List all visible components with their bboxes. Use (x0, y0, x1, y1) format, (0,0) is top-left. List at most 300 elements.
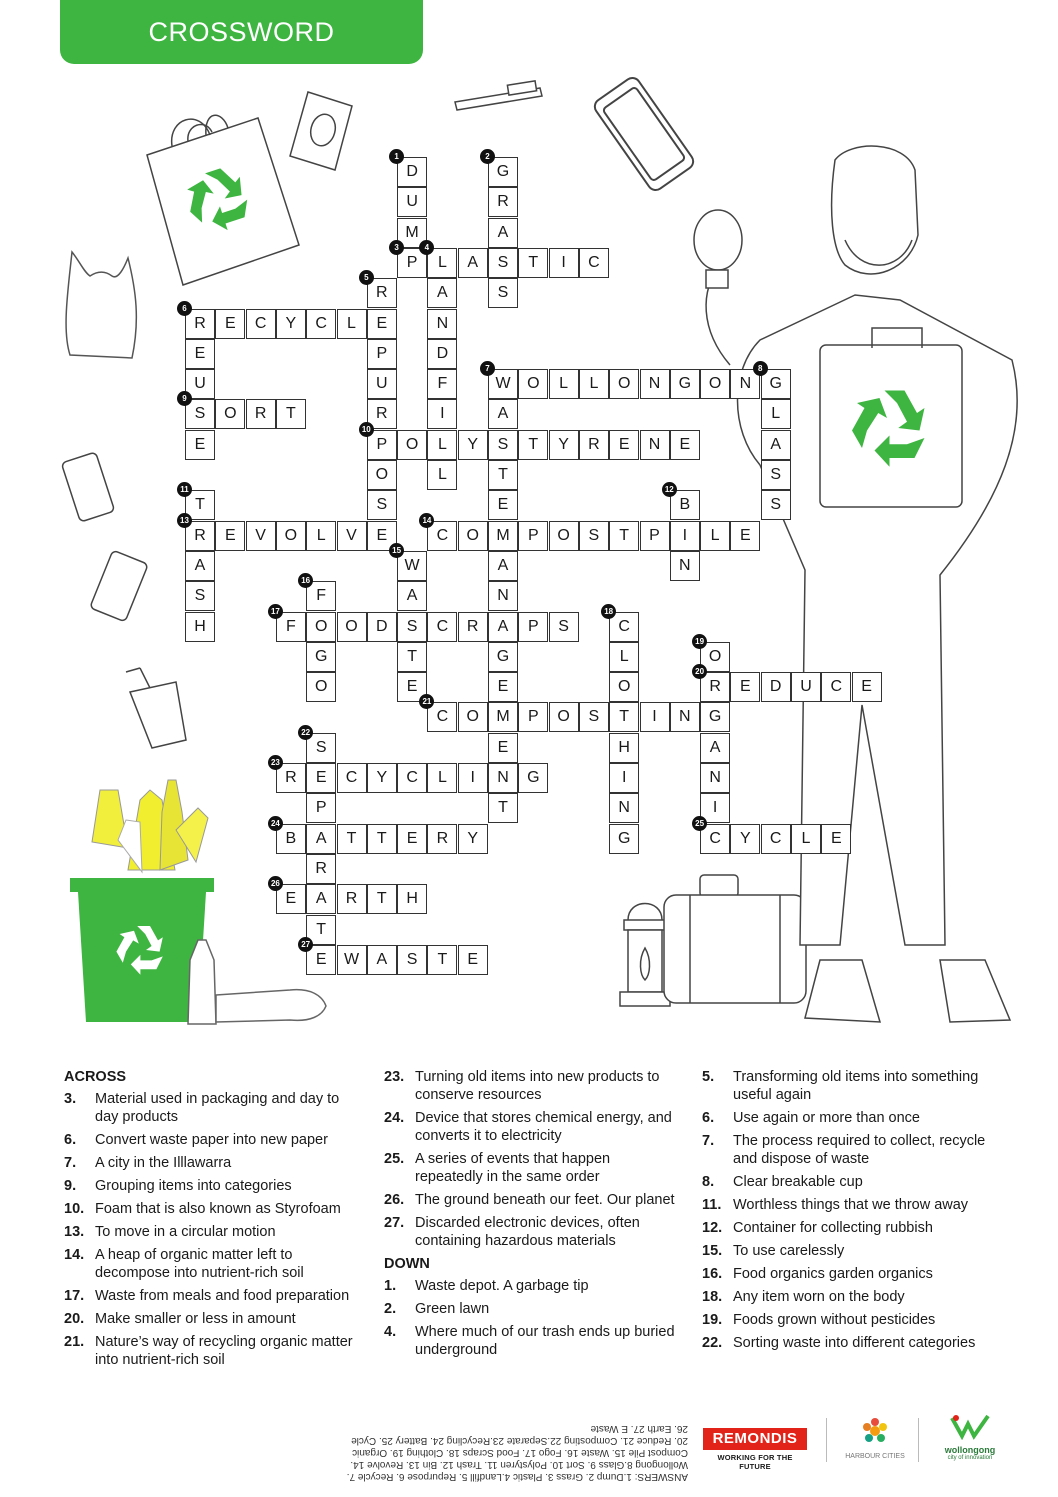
grid-cell: C (579, 248, 609, 278)
clue-number: 7. (702, 1133, 715, 1149)
clue-text: Where much of our trash ends up buried underground (415, 1324, 675, 1358)
clue-number-badge: 26 (268, 876, 283, 891)
clue-number-badge: 24 (268, 816, 283, 831)
clue-item (702, 1109, 1002, 1127)
clue-number-badge: 10 (359, 422, 374, 437)
grid-cell: N (670, 551, 700, 581)
clue-number-badge: 11 (177, 482, 192, 497)
grid-cell: I (670, 521, 700, 551)
grid-cell: R (367, 399, 397, 429)
grid-cell: L (609, 642, 639, 672)
grid-cell: D (761, 672, 791, 702)
remondis-logo: REMONDIS WORKING FOR THE FUTURE (703, 1428, 807, 1471)
clue-item (702, 1311, 1002, 1329)
grid-cell: E (306, 945, 336, 975)
grid-cell: E (488, 672, 518, 702)
grid-cell: L (427, 460, 457, 490)
grid-cell: S (579, 521, 609, 551)
grid-cell: T (488, 460, 518, 490)
grid-cell: E (276, 884, 306, 914)
grid-cell: T (518, 430, 548, 460)
clue-text: A series of events that happen repeatedly in the same order (415, 1151, 611, 1185)
grid-cell: V (337, 521, 367, 551)
grid-cell: E (185, 430, 215, 460)
grid-cell: W (337, 945, 367, 975)
clue-text: Foam that is also known as Styrofoam (95, 1201, 341, 1217)
grid-cell: W (488, 369, 518, 399)
logo-divider (918, 1418, 919, 1462)
grid-cell: I (427, 399, 457, 429)
flower-icon (857, 1416, 893, 1446)
clue-number: 6. (64, 1132, 77, 1148)
grid-cell: C (427, 521, 457, 551)
harbour-cities-logo: HARBOUR CITIES (840, 1416, 910, 1460)
grid-cell: S (397, 945, 427, 975)
grid-cell: O (306, 612, 336, 642)
clue-number: 9. (64, 1178, 77, 1194)
grid-cell: S (579, 702, 609, 732)
clue-item (702, 1265, 1002, 1283)
clue-item (702, 1219, 1002, 1237)
grid-cell: R (488, 187, 518, 217)
grid-cell: O (367, 460, 397, 490)
grid-cell: W (397, 551, 427, 581)
grid-cell: L (306, 521, 336, 551)
clues-column-1 (64, 1068, 356, 1374)
clue-item (64, 1200, 356, 1218)
grid-cell: Y (549, 430, 579, 460)
clue-number: 22. (702, 1335, 723, 1351)
clues-column-3 (702, 1068, 1002, 1357)
clue-number-badge: 14 (419, 513, 434, 528)
grid-cell: E (852, 672, 882, 702)
grid-cell: N (488, 581, 518, 611)
grid-cell: N (609, 793, 639, 823)
grid-cell: G (609, 824, 639, 854)
grid-cell: O (306, 672, 336, 702)
grid-cell: F (427, 369, 457, 399)
clue-text: Use again or more than once (733, 1110, 920, 1126)
grid-cell: E (821, 824, 851, 854)
grid-cell: D (427, 339, 457, 369)
grid-cell: E (670, 430, 700, 460)
clue-number-badge: 12 (662, 482, 677, 497)
clue-number: 19. (702, 1312, 723, 1328)
wollongong-mark-icon (948, 1414, 992, 1440)
clue-item (64, 1177, 356, 1195)
clue-number: 18. (702, 1289, 723, 1305)
grid-cell: E (367, 521, 397, 551)
clue-number-badge: 1 (389, 149, 404, 164)
grid-cell: T (397, 642, 427, 672)
grid-cell: T (518, 248, 548, 278)
grid-cell: E (397, 824, 427, 854)
grid-cell: L (579, 369, 609, 399)
clue-item (384, 1300, 680, 1318)
grid-cell: L (700, 521, 730, 551)
grid-cell: R (427, 824, 457, 854)
grid-cell: G (488, 642, 518, 672)
grid-cell: C (397, 763, 427, 793)
clue-item (702, 1242, 1002, 1260)
grid-cell: N (427, 309, 457, 339)
grid-cell: E (730, 672, 760, 702)
grid-cell: R (458, 612, 488, 642)
clue-number-badge: 6 (177, 301, 192, 316)
grid-cell: E (185, 339, 215, 369)
clue-number-badge: 27 (298, 937, 313, 952)
clue-number: 1. (384, 1278, 397, 1294)
clue-number: 23. (384, 1069, 405, 1085)
grid-cell: A (488, 551, 518, 581)
grid-cell: I (640, 702, 670, 732)
grid-cell: C (337, 763, 367, 793)
clue-number-badge: 17 (268, 604, 283, 619)
grid-cell: E (730, 521, 760, 551)
grid-cell: S (185, 581, 215, 611)
grid-cell: T (337, 824, 367, 854)
clue-text: Foods grown without pesticides (733, 1312, 936, 1328)
grid-cell: O (276, 521, 306, 551)
clue-text: Any item worn on the body (733, 1289, 905, 1305)
clue-number: 17. (64, 1288, 85, 1304)
grid-cell: M (488, 521, 518, 551)
clue-item (384, 1068, 680, 1104)
clue-item (64, 1154, 356, 1172)
grid-cell: H (609, 733, 639, 763)
grid-cell: R (276, 763, 306, 793)
grid-cell: L (427, 763, 457, 793)
clue-text: The process required to collect, recycle and dispose of waste (733, 1133, 986, 1167)
grid-cell: C (306, 309, 336, 339)
grid-cell: S (397, 612, 427, 642)
clue-item (64, 1131, 356, 1149)
clue-item (702, 1068, 1002, 1104)
grid-cell: E (397, 672, 427, 702)
grid-cell: S (306, 733, 336, 763)
clue-number: 26. (384, 1192, 405, 1208)
grid-cell: Y (730, 824, 760, 854)
grid-cell: A (488, 218, 518, 248)
clue-item (384, 1109, 680, 1145)
grid-cell: I (458, 763, 488, 793)
clues-column-2 (384, 1068, 680, 1364)
clue-text: The ground beneath our feet. Our planet (415, 1192, 675, 1208)
clue-text: Green lawn (415, 1301, 490, 1317)
grid-cell: E (488, 733, 518, 763)
grid-cell: O (700, 369, 730, 399)
grid-cell: T (427, 945, 457, 975)
grid-cell: C (761, 824, 791, 854)
clue-text: To use carelessly (733, 1243, 845, 1259)
grid-cell: O (609, 369, 639, 399)
wollongong-logo: wollongong city of innovation (930, 1414, 1010, 1461)
grid-cell: G (306, 642, 336, 672)
grid-cell: U (367, 369, 397, 399)
clue-number: 2. (384, 1301, 397, 1317)
grid-cell: N (730, 369, 760, 399)
grid-cell: O (549, 702, 579, 732)
clue-text: Transforming old items into something useful again (733, 1069, 979, 1103)
clue-item (64, 1090, 356, 1126)
answers-footnote: ANSWERS: 1.Dump 2. Grass 3. Plastic 4.Landfill 5. Repurpose 6. Recycle 7. Wollongong 8.Glass 9. Sort 10. Polystyren 11. Trash 12. Bin 13. Revolve 14. Compost Pile 15. Waste 16. Fogo 17. Food Scraps 18. Clothing 19. Organic 20. Reduce 21. Composting 22.Separate 23.Recycling 24. Battery 25. Cycle 26. Earth 27. E Waste (346, 1423, 688, 1482)
grid-cell: H (185, 612, 215, 642)
logo-divider (826, 1418, 827, 1462)
grid-cell: C (700, 824, 730, 854)
grid-cell: P (367, 430, 397, 460)
grid-cell: T (276, 399, 306, 429)
grid-cell: U (185, 369, 215, 399)
clue-text: Container for collecting rubbish (733, 1220, 933, 1236)
grid-cell: E (306, 763, 336, 793)
grid-cell: U (397, 187, 427, 217)
grid-cell: P (640, 521, 670, 551)
grid-cell: S (549, 612, 579, 642)
clue-item (384, 1191, 680, 1209)
grid-cell: L (337, 309, 367, 339)
clue-number: 16. (702, 1266, 723, 1282)
clue-number: 15. (702, 1243, 723, 1259)
clue-number-badge: 4 (419, 240, 434, 255)
clue-text: Worthless things that we throw away (733, 1197, 969, 1213)
grid-cell: P (518, 521, 548, 551)
clue-text: Material used in packaging and day to day products (95, 1091, 340, 1125)
grid-cell: R (306, 854, 336, 884)
grid-cell: G (761, 369, 791, 399)
clue-number: 14. (64, 1247, 85, 1263)
grid-cell: P (518, 612, 548, 642)
clue-number: 5. (702, 1069, 715, 1085)
clue-text: A heap of organic matter left to decompose into nutrient-rich soil (95, 1247, 304, 1281)
clue-item (702, 1334, 1002, 1352)
grid-cell: I (549, 248, 579, 278)
clue-text: Device that stores chemical energy, and converts it to electricity (415, 1110, 672, 1144)
clue-item (384, 1214, 680, 1250)
clue-text: Convert waste paper into new paper (95, 1132, 328, 1148)
grid-cell: R (246, 399, 276, 429)
clue-number: 21. (64, 1334, 85, 1350)
clue-number: 25. (384, 1151, 405, 1167)
grid-cell: P (306, 793, 336, 823)
grid-cell: P (518, 702, 548, 732)
grid-cell: O (397, 430, 427, 460)
clue-number: 24. (384, 1110, 405, 1126)
clue-item (64, 1333, 356, 1369)
grid-cell: A (488, 612, 518, 642)
grid-cell: O (518, 369, 548, 399)
grid-cell: Y (367, 763, 397, 793)
grid-cell: T (306, 915, 336, 945)
grid-cell: P (367, 339, 397, 369)
clue-text: Waste from meals and food preparation (95, 1288, 350, 1304)
grid-cell: L (791, 824, 821, 854)
clue-text: Waste depot. A garbage tip (415, 1278, 589, 1294)
clue-number-badge: 21 (419, 694, 434, 709)
clue-text: Make smaller or less in amount (95, 1311, 296, 1327)
grid-cell: P (397, 248, 427, 278)
grid-cell: G (518, 763, 548, 793)
grid-cell: O (700, 642, 730, 672)
grid-cell: R (579, 430, 609, 460)
grid-cell: R (367, 278, 397, 308)
grid-cell: E (488, 490, 518, 520)
grid-cell: C (427, 612, 457, 642)
grid-cell: A (397, 581, 427, 611)
grid-cell: I (700, 793, 730, 823)
clue-item (702, 1132, 1002, 1168)
clue-number: 11. (702, 1197, 722, 1213)
grid-cell: A (306, 824, 336, 854)
grid-cell: S (488, 278, 518, 308)
grid-cell: O (549, 521, 579, 551)
grid-cell: E (609, 430, 639, 460)
grid-cell: D (397, 157, 427, 187)
clue-number-badge: 2 (480, 149, 495, 164)
grid-cell: R (700, 672, 730, 702)
clue-number: 20. (64, 1311, 85, 1327)
grid-cell: T (609, 521, 639, 551)
clue-text: Nature’s way of recycling organic matter into nutrient-rich soil (95, 1334, 353, 1368)
grid-cell: D (367, 612, 397, 642)
grid-cell: C (821, 672, 851, 702)
grid-cell: S (761, 490, 791, 520)
clue-item (64, 1223, 356, 1241)
grid-cell: R (185, 521, 215, 551)
grid-cell: A (185, 551, 215, 581)
clue-text: A city in the Illlawarra (95, 1155, 232, 1171)
grid-cell: A (427, 278, 457, 308)
clue-number-badge: 16 (298, 573, 313, 588)
clue-item (384, 1277, 680, 1295)
clue-number-badge: 23 (268, 755, 283, 770)
grid-cell: N (670, 702, 700, 732)
grid-cell: C (427, 702, 457, 732)
grid-cell: L (427, 430, 457, 460)
grid-cell: O (215, 399, 245, 429)
grid-cell: G (670, 369, 700, 399)
grid-cell: Y (276, 309, 306, 339)
clue-item (702, 1196, 1002, 1214)
grid-cell: U (791, 672, 821, 702)
grid-cell: O (458, 702, 488, 732)
clue-number: 12. (702, 1220, 723, 1236)
grid-cell: L (549, 369, 579, 399)
grid-cell: B (276, 824, 306, 854)
grid-cell: V (246, 521, 276, 551)
grid-cell: C (609, 612, 639, 642)
clue-item (384, 1323, 680, 1359)
grid-cell: S (185, 399, 215, 429)
grid-cell: M (488, 702, 518, 732)
clue-item (702, 1173, 1002, 1191)
grid-cell: T (185, 490, 215, 520)
clue-number-badge: 13 (177, 513, 192, 528)
clue-number-badge: 19 (692, 634, 707, 649)
grid-cell: G (488, 157, 518, 187)
grid-cell: S (367, 490, 397, 520)
grid-cell: B (670, 490, 700, 520)
grid-cell: S (761, 460, 791, 490)
grid-cell: A (761, 430, 791, 460)
clue-number-badge: 20 (692, 664, 707, 679)
grid-cell: T (367, 884, 397, 914)
clue-number-badge: 7 (480, 361, 495, 376)
grid-cell: F (306, 581, 336, 611)
grid-cell: N (640, 369, 670, 399)
clue-item (64, 1310, 356, 1328)
grid-cell: N (700, 763, 730, 793)
clue-number-badge: 15 (389, 543, 404, 558)
grid-cell: S (488, 248, 518, 278)
grid-cell: F (276, 612, 306, 642)
clue-text: Sorting waste into different categories (733, 1335, 976, 1351)
grid-cell: T (367, 824, 397, 854)
grid-cell: A (306, 884, 336, 914)
grid-cell: R (337, 884, 367, 914)
grid-cell: N (488, 763, 518, 793)
grid-cell: G (700, 702, 730, 732)
clue-number: 3. (64, 1091, 77, 1107)
clue-text: Food organics garden organics (733, 1266, 933, 1282)
clue-number-badge: 3 (389, 240, 404, 255)
across-heading: ACROSS (64, 1069, 127, 1085)
grid-cell: E (215, 309, 245, 339)
clue-number: 7. (64, 1155, 77, 1171)
grid-cell: A (458, 248, 488, 278)
grid-cell: Y (458, 430, 488, 460)
grid-cell: E (367, 309, 397, 339)
clue-number-badge: 22 (298, 725, 313, 740)
clue-text: Turning old items into new products to conserve resources (415, 1069, 660, 1103)
grid-cell: A (700, 733, 730, 763)
grid-cell: C (246, 309, 276, 339)
grid-cell: T (488, 793, 518, 823)
clue-item (64, 1287, 356, 1305)
grid-cell: O (458, 521, 488, 551)
clue-number: 4. (384, 1324, 397, 1340)
clue-number-badge: 5 (359, 270, 374, 285)
clue-text: Discarded electronic devices, often containing hazardous materials (415, 1215, 640, 1249)
clue-text: To move in a circular motion (95, 1224, 276, 1240)
grid-cell: I (609, 763, 639, 793)
clue-item (64, 1246, 356, 1282)
grid-cell: R (185, 309, 215, 339)
clue-number: 8. (702, 1174, 715, 1190)
clue-number-badge: 25 (692, 816, 707, 831)
clue-number-badge: 9 (177, 391, 192, 406)
grid-cell: H (397, 884, 427, 914)
grid-cell: E (458, 945, 488, 975)
grid-cell: L (761, 399, 791, 429)
page-title: CROSSWORD (148, 16, 335, 47)
clue-number: 13. (64, 1224, 85, 1240)
grid-cell: S (488, 430, 518, 460)
grid-cell: O (609, 672, 639, 702)
clue-number: 6. (702, 1110, 715, 1126)
clue-number: 10. (64, 1201, 85, 1217)
clue-item (702, 1288, 1002, 1306)
clue-number: 27. (384, 1215, 405, 1231)
grid-cell: M (397, 218, 427, 248)
clue-item (384, 1150, 680, 1186)
grid-cell: N (640, 430, 670, 460)
grid-cell: O (337, 612, 367, 642)
grid-cell: A (488, 399, 518, 429)
grid-cell: E (215, 521, 245, 551)
grid-cell: Y (458, 824, 488, 854)
grid-cell: L (427, 248, 457, 278)
down-heading: DOWN (384, 1256, 430, 1272)
